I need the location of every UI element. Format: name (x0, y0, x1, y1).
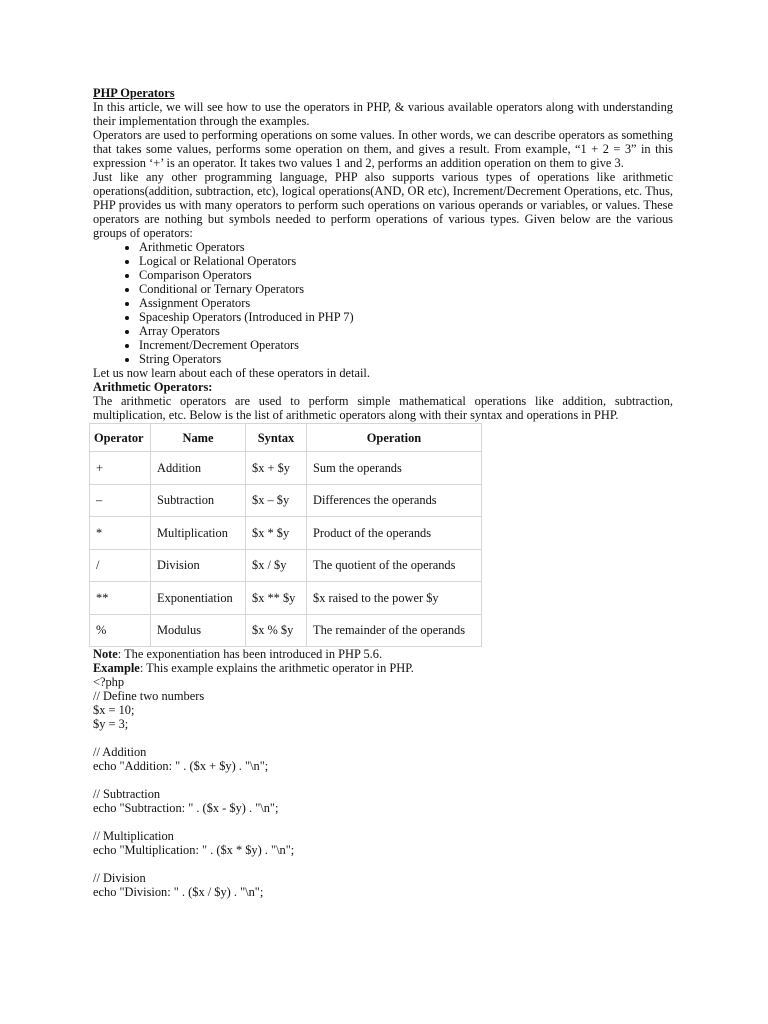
table-cell: Subtraction (151, 484, 246, 517)
arithmetic-operators-table (89, 423, 482, 647)
code-line: // Addition (93, 745, 147, 759)
note-label: Note (93, 647, 118, 661)
table-cell: – (90, 484, 151, 517)
table-cell: $x raised to the power $y (307, 582, 482, 615)
table-row (90, 614, 482, 647)
table-cell: + (90, 452, 151, 485)
section-paragraph: The arithmetic operators are used to perform simple mathematical operations like addition, subtraction, multiplication, etc. Below is the list of arithmetic operators along with their syntax and operations in PHP. (93, 394, 673, 422)
operator-groups-list (93, 240, 673, 366)
transition-sentence: Let us now learn about each of these operators in detail. (93, 366, 370, 380)
list-item: • Array Operators (139, 324, 673, 338)
column-header: Operator (90, 424, 151, 452)
table-cell: Product of the operands (307, 517, 482, 550)
table-cell: Addition (151, 452, 246, 485)
code-line: // Multiplication (93, 829, 174, 843)
table-cell: $x * $y (246, 517, 307, 550)
table-cell: $x – $y (246, 484, 307, 517)
table-row (90, 517, 482, 550)
example-label: Example (93, 661, 140, 675)
table-cell: % (90, 614, 151, 647)
code-line: echo "Multiplication: " . ($x * $y) . "\n"; (93, 843, 295, 857)
code-line: echo "Subtraction: " . ($x - $y) . "\n"; (93, 801, 279, 815)
intro-paragraph: Operators are used to performing operations on some values. In other words, we can describe operators as something that takes some values, performs some operation on them, and gives a result. From example, “1 + 2 = 3” in this expression ‘+’ is an operator. It takes two values 1 and 2, performs an addition operation on them to give 3. (93, 128, 673, 170)
table-cell: Differences the operands (307, 484, 482, 517)
code-blank-line (93, 815, 673, 829)
table-cell: $x % $y (246, 614, 307, 647)
code-line: <?php (93, 675, 125, 689)
table-cell: ** (90, 582, 151, 615)
table-cell: Sum the operands (307, 452, 482, 485)
table-cell: $x / $y (246, 549, 307, 582)
list-item: • Arithmetic Operators (139, 240, 673, 254)
intro-paragraph: In this article, we will see how to use the operators in PHP, & various available operators along with understanding their implementation through the examples. (93, 100, 673, 128)
code-line: echo "Addition: " . ($x + $y) . "\n"; (93, 759, 269, 773)
example-text: : This example explains the arithmetic operator in PHP. (139, 661, 414, 675)
column-header: Name (151, 424, 246, 452)
note-line (93, 647, 673, 661)
table-cell: $x + $y (246, 452, 307, 485)
code-line: // Division (93, 871, 146, 885)
table-cell: $x ** $y (246, 582, 307, 615)
table-header-row (90, 424, 482, 452)
list-item: • String Operators (139, 352, 673, 366)
table-cell: Exponentiation (151, 582, 246, 615)
column-header: Operation (307, 424, 482, 452)
table-cell: Modulus (151, 614, 246, 647)
column-header: Syntax (246, 424, 307, 452)
document-page (93, 86, 673, 899)
table-row (90, 484, 482, 517)
table-cell: The quotient of the operands (307, 549, 482, 582)
note-text: : The exponentiation has been introduced in PHP 5.6. (117, 647, 383, 661)
list-item: • Increment/Decrement Operators (139, 338, 673, 352)
list-item: • Spaceship Operators (Introduced in PHP 7) (139, 310, 673, 324)
table-row (90, 582, 482, 615)
page-title: PHP Operators (93, 86, 175, 100)
table-cell: Division (151, 549, 246, 582)
code-line: $y = 3; (93, 717, 129, 731)
table-row (90, 452, 482, 485)
code-line: // Subtraction (93, 787, 161, 801)
code-line: $x = 10; (93, 703, 135, 717)
list-item: • Comparison Operators (139, 268, 673, 282)
code-line: echo "Division: " . ($x / $y) . "\n"; (93, 885, 264, 899)
code-blank-line (93, 773, 673, 787)
table-row (90, 549, 482, 582)
table-cell: / (90, 549, 151, 582)
example-line (93, 661, 673, 675)
code-blank-line (93, 857, 673, 871)
intro-paragraph: Just like any other programming language, PHP also supports various types of operations like arithmetic operations(addition, subtraction, etc), logical operations(AND, OR etc), Increment/Decrement Operations, etc. Thus, PHP provides us with many operators to perform such operations on various operands or variables, or values. These operators are nothing but symbols needed to perform operations of various types. Given below are the various groups of operators: (93, 170, 673, 240)
code-line: // Define two numbers (93, 689, 205, 703)
section-heading: Arithmetic Operators: (93, 380, 213, 394)
code-block (93, 675, 673, 899)
list-item: • Conditional or Ternary Operators (139, 282, 673, 296)
code-blank-line (93, 731, 673, 745)
table-cell: The remainder of the operands (307, 614, 482, 647)
table-cell: * (90, 517, 151, 550)
list-item: • Logical or Relational Operators (139, 254, 673, 268)
list-item: • Assignment Operators (139, 296, 673, 310)
table-cell: Multiplication (151, 517, 246, 550)
